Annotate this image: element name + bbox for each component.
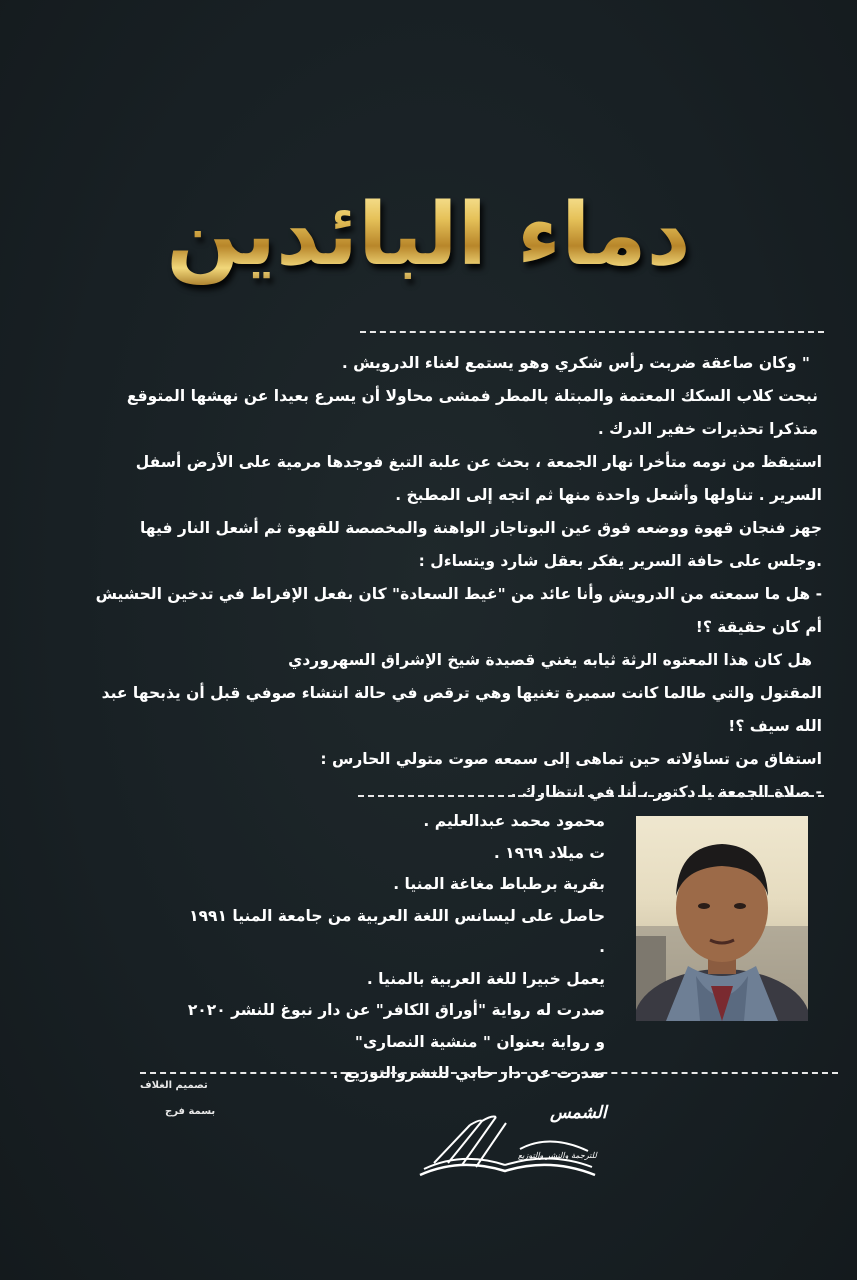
bio-line: صدرت عن دار حابي للنشروالتوزيع . [332,1064,605,1082]
divider-middle [358,795,824,797]
excerpt-paragraph: المقتول والتي طالما كانت سميرة تغنيها وهي ترقص في حالة انتشاء صوفي قبل أن يذبحها عبد الله سيف ؟! [101,684,822,735]
publisher-logo [410,1105,610,1185]
excerpt-paragraph: جهز فنجان قهوة ووضعه فوق عين البوتاجاز الواهنة والمخصصة للقهوة ثم أشعل النار فيها .وجلس على حافة السرير يفكر بعقل شارد ويتساءل : [139,519,822,570]
excerpt-text [90,347,822,809]
author-photo [636,816,808,1021]
cover-designer-name: بسمة فرج [165,1106,216,1117]
bio-line: يعمل خبيرا للغة العربية بالمنيا . [366,969,605,988]
excerpt-paragraph: " وكان صاعقة ضربت رأس شكري وهو يستمع لغناء الدرويش . [341,354,810,372]
author-bio [180,806,605,1090]
bio-line: و رواية بعنوان " منشية النصارى" [354,1032,605,1051]
divider-top [360,331,824,333]
bio-line: صدرت له رواية "أوراق الكافر" عن دار نبوغ للنشر ٢٠٢٠ [187,1001,605,1019]
excerpt-paragraph: - صلاة الجمعة يا دكتور ، أنا في انتظارك . [510,783,822,801]
publisher-subtitle: للترجمة والنشر والتوزيع [518,1151,597,1160]
excerpt-paragraph: نبحت كلاب السكك المعتمة والمبتلة بالمطر فمشى محاولا أن يسرع بعيدا عن نهشها المتوقع متذكرا تحذيرات خفير الدرك . [126,387,818,438]
book-title: دماء البائدين [0,180,857,290]
publisher-name: الشمس [550,1103,607,1123]
excerpt-paragraph: استيقظ من نومه متأخرا نهار الجمعة ، بحث عن علبة التبغ فوجدها مرمية على الأرض أسفل السرير . تناولها وأشعل واحدة منها ثم اتجه إلى المطبخ . [135,453,822,504]
divider-bottom [140,1072,838,1074]
excerpt-paragraph: هل كان هذا المعتوه الرثة ثيابه يغني قصيدة شيخ الإشراق السهروردي [288,651,812,669]
bio-line: حاصل على ليسانس اللغة العربية من جامعة المنيا ١٩٩١ . [189,906,605,956]
bio-line: ت ميلاد ١٩٦٩ . [493,843,605,862]
bio-line: محمود محمد عبدالعليم . [423,812,605,830]
excerpt-paragraph: استفاق من تساؤلاته حين تماهى إلى سمعه صوت متولي الحارس : [320,750,822,768]
bio-line: بقرية برطباط مغاغة المنيا . [393,875,605,893]
cover-design-label: تصميم الغلاف [140,1080,208,1091]
excerpt-paragraph: - هل ما سمعته من الدرويش وأنا عائد من "غيط السعادة" كان بفعل الإفراط في تدخين الحشيش أم كان حقيقة ؟! [95,585,822,636]
